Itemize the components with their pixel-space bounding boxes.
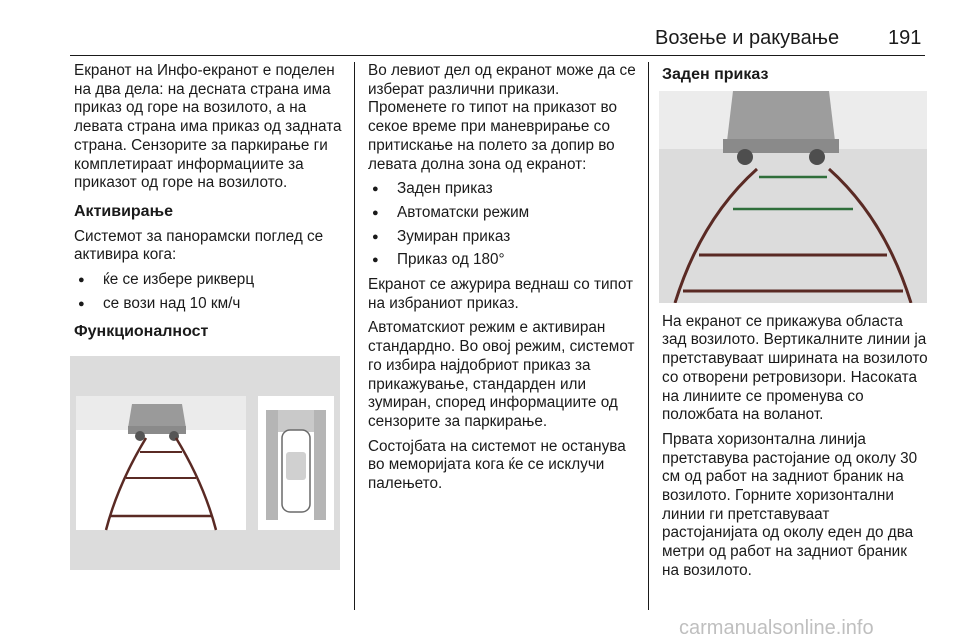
list-item: ● Автоматски режим <box>368 204 638 223</box>
panoramic-view-figure <box>70 356 340 570</box>
list-item: ● Зумиран приказ <box>368 228 638 247</box>
auto-mode-text: Автоматскиот режим е активиран стандардно. Во овој режим, системот го избира најдобриот приказ за прикажување, стандарден или зумиран, според информациите од сензорите за паркирање. <box>368 319 635 430</box>
header-title: Возење и ракување <box>655 27 840 49</box>
function-heading: Функционалност <box>74 323 209 341</box>
page-number: 191 <box>888 27 922 49</box>
list-item: ● Приказ од 180° <box>368 251 638 270</box>
watermark: carmanualsonline.info <box>679 617 874 639</box>
rear-camera-view <box>76 396 246 530</box>
rear-view-figure <box>659 91 927 303</box>
column-2 <box>368 62 638 500</box>
column-1 <box>74 62 346 570</box>
top-view <box>258 396 334 530</box>
list-item: ● ќе се избере рикверц <box>74 271 346 290</box>
header-rule <box>70 55 925 56</box>
update-text: Екранот се ажурира веднаш со типот на избраниот приказ. <box>368 276 634 312</box>
column-rule <box>354 62 355 610</box>
memory-text: Состојбата на системот не останува во меморијата кога ќе се исклучи палењето. <box>368 437 626 493</box>
rear-view-heading: Заден приказ <box>662 66 769 83</box>
activation-list <box>74 271 346 313</box>
column-rule <box>648 62 649 610</box>
rear-view-text-1: На екранот се прикажува областа зад возилото. Вертикалните линии ја претставуваат ширината на возилото со отворени ретровизори. Насоката на линиите се променува со положбата на воланот. <box>662 312 928 424</box>
view-list <box>368 180 638 270</box>
activation-heading: Активирање <box>74 202 173 220</box>
list-item: ● Заден приказ <box>368 180 638 199</box>
view-intro: Во левиот дел од екранот може да се изберат различни прикази. Променете го типот на приказот во секое време при маневрирање со притискање на полето за допир во левата долна зона од екранот: <box>368 62 636 173</box>
activation-text: Системот за панорамски поглед се активира кога: <box>74 227 324 264</box>
list-item: ● се вози над 10 км/ч <box>74 295 346 314</box>
column-3 <box>662 62 928 587</box>
rear-view-text-2: Првата хоризонтална линија претставува растојание од околу 30 см од работ на задниот браник на возилото. Горните хоризонтални линии ги претставуваат растојанијата од околу еден до два метри од работ на задниот браник на возилото. <box>662 430 918 579</box>
intro-paragraph: Екранот на Инфо-екранот е поделен на два дела: на десната страна има приказ од горе на возилото, а на левата страна има приказ од задната страна. Сензорите за паркирање ги комплетираат информациите за приказот од горе на возилото. <box>74 62 342 192</box>
